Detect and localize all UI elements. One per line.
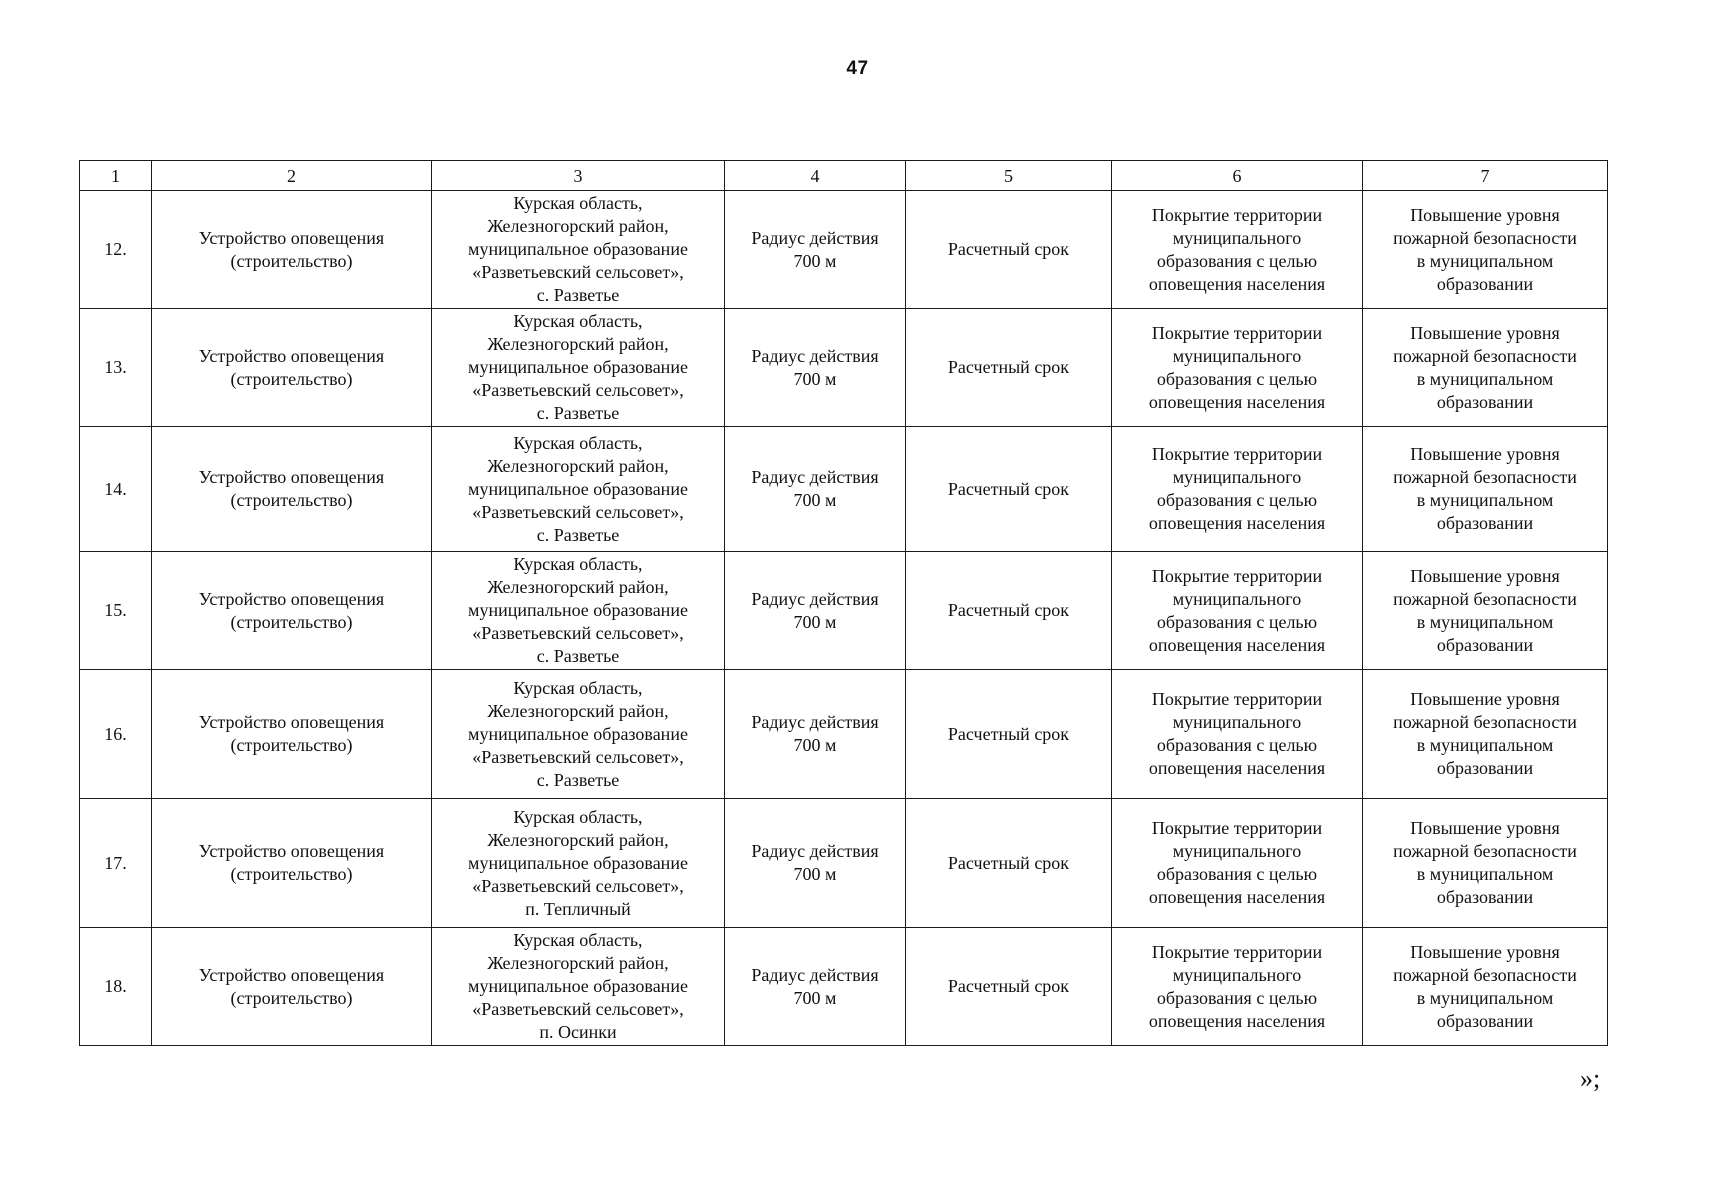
parameters-cell <box>725 552 906 670</box>
measure-name-cell <box>152 427 432 552</box>
purpose-cell-line: Покрытие территории <box>1151 941 1323 962</box>
purpose-cell-line: муниципального <box>1172 345 1302 366</box>
purpose-cell-line: Покрытие территории <box>1151 565 1323 586</box>
measure-name-cell-line: Устройство оповещения <box>198 227 385 248</box>
purpose-cell <box>1112 309 1363 427</box>
result-cell <box>1363 799 1608 928</box>
result-cell-line: образовании <box>1436 1010 1534 1031</box>
header-col-4: 4 <box>725 161 906 191</box>
result-cell <box>1363 427 1608 552</box>
measure-name-cell-line: Устройство оповещения <box>198 588 385 609</box>
row-number-cell: 16. <box>80 670 152 799</box>
purpose-cell-line: Покрытие территории <box>1151 689 1323 709</box>
page-number: 47 <box>846 58 869 79</box>
measure-name-cell-line: (строительство) <box>230 987 353 1008</box>
result-cell-line: в муниципальном <box>1416 368 1554 389</box>
term-cell: Расчетный срок <box>906 928 1112 1046</box>
parameters-cell-line: Радиус действия <box>751 467 879 487</box>
purpose-cell-line: образования с целью <box>1156 368 1318 389</box>
location-cell-line: муниципальное образование <box>468 478 688 499</box>
location-cell-line: «Разветьевский сельсовет», <box>472 623 684 643</box>
location-cell-line: Железногорский район, <box>487 455 669 476</box>
result-cell-line: в муниципальном <box>1416 250 1554 271</box>
location-cell <box>432 552 725 670</box>
result-cell-line: в муниципальном <box>1416 864 1554 884</box>
result-cell-line: в муниципальном <box>1416 735 1554 755</box>
parameters-cell-line: Радиус действия <box>751 227 879 248</box>
parameters-cell-line: Радиус действия <box>751 964 879 985</box>
location-cell-line: Курская область, <box>513 193 643 213</box>
measure-name-cell-line: (строительство) <box>230 368 353 389</box>
measure-name-cell-line: (строительство) <box>230 735 353 755</box>
location-cell <box>432 799 725 928</box>
location-cell-line: с. Разветье <box>536 646 620 666</box>
result-cell-line: пожарной безопасности <box>1393 588 1577 609</box>
parameters-cell-line: Радиус действия <box>751 345 879 366</box>
location-cell-line: муниципальное образование <box>468 976 688 996</box>
location-cell-line: п. Тепличный <box>525 898 631 919</box>
measure-name-cell-line: Устройство оповещения <box>198 712 385 732</box>
purpose-cell-line: оповещения населения <box>1148 391 1326 412</box>
purpose-cell-line: муниципального <box>1172 964 1302 985</box>
purpose-cell <box>1112 928 1363 1046</box>
parameters-cell <box>725 670 906 799</box>
parameters-cell <box>725 427 906 552</box>
location-cell-line: муниципальное образование <box>468 852 688 873</box>
result-cell-line: Повышение уровня <box>1410 818 1560 838</box>
header-col-3: 3 <box>432 161 725 191</box>
measure-name-cell-line: (строительство) <box>230 250 353 271</box>
term-cell: Расчетный срок <box>906 191 1112 309</box>
parameters-cell <box>725 799 906 928</box>
purpose-cell <box>1112 427 1363 552</box>
measure-name-cell-line: (строительство) <box>230 611 353 632</box>
parameters-cell-line: 700 м <box>793 611 837 632</box>
purpose-cell-line: оповещения населения <box>1148 513 1326 533</box>
row-number-cell: 12. <box>80 191 152 309</box>
location-cell-line: Курская область, <box>513 311 643 331</box>
location-cell-line: «Разветьевский сельсовет», <box>472 875 684 896</box>
purpose-cell-line: муниципального <box>1172 841 1302 861</box>
location-cell-line: муниципальное образование <box>468 723 688 744</box>
term-cell: Расчетный срок <box>906 799 1112 928</box>
result-cell-line: пожарной безопасности <box>1393 227 1577 248</box>
result-cell <box>1363 928 1608 1046</box>
location-cell-line: Железногорский район, <box>487 829 669 850</box>
location-cell <box>432 191 725 309</box>
result-cell-line: пожарной безопасности <box>1393 712 1577 732</box>
header-col-1: 1 <box>80 161 152 191</box>
parameters-cell-line: Радиус действия <box>751 588 879 609</box>
table-row <box>80 928 1608 1046</box>
table-row <box>80 799 1608 928</box>
header-col-6: 6 <box>1112 161 1363 191</box>
purpose-cell-line: Покрытие территории <box>1151 444 1323 464</box>
location-cell-line: муниципальное образование <box>468 600 688 620</box>
result-cell <box>1363 191 1608 309</box>
location-cell-line: с. Разветье <box>536 285 620 305</box>
location-cell-line: «Разветьевский сельсовет», <box>472 262 684 282</box>
row-number-cell: 14. <box>80 427 152 552</box>
purpose-cell-line: образования с целью <box>1156 490 1318 510</box>
measure-name-cell <box>152 928 432 1046</box>
location-cell-line: Железногорский район, <box>487 577 669 597</box>
location-cell-line: п. Осинки <box>539 1022 617 1042</box>
row-number-cell: 15. <box>80 552 152 670</box>
purpose-cell-line: оповещения населения <box>1148 1010 1326 1031</box>
purpose-cell-line: оповещения населения <box>1148 887 1326 907</box>
location-cell <box>432 309 725 427</box>
location-cell-line: Курская область, <box>513 930 643 950</box>
parameters-cell-line: 700 м <box>793 735 837 755</box>
result-cell-line: Повышение уровня <box>1410 444 1560 464</box>
location-cell-line: Курская область, <box>513 432 643 453</box>
result-cell-line: пожарной безопасности <box>1393 467 1577 487</box>
measure-name-cell <box>152 799 432 928</box>
purpose-cell-line: муниципального <box>1172 588 1302 609</box>
purpose-cell-line: образования с целью <box>1156 250 1318 271</box>
location-cell-line: с. Разветье <box>536 769 620 790</box>
table-row <box>80 670 1608 799</box>
result-cell-line: Повышение уровня <box>1410 322 1560 343</box>
purpose-cell-line: муниципального <box>1172 712 1302 732</box>
row-number-cell: 18. <box>80 928 152 1046</box>
header-row <box>80 161 1608 191</box>
parameters-cell-line: 700 м <box>793 987 837 1008</box>
row-number-cell: 13. <box>80 309 152 427</box>
result-cell-line: пожарной безопасности <box>1393 345 1577 366</box>
purpose-cell-line: оповещения населения <box>1148 634 1326 655</box>
term-cell: Расчетный срок <box>906 552 1112 670</box>
purpose-cell-line: образования с целью <box>1156 864 1318 884</box>
parameters-cell <box>725 928 906 1046</box>
location-cell <box>432 427 725 552</box>
table-row <box>80 427 1608 552</box>
purpose-cell-line: Покрытие территории <box>1151 322 1323 343</box>
purpose-cell-line: образования с целью <box>1156 735 1318 755</box>
result-cell-line: образовании <box>1436 273 1534 294</box>
parameters-cell <box>725 191 906 309</box>
measure-name-cell-line: (строительство) <box>230 864 353 884</box>
result-cell-line: пожарной безопасности <box>1393 841 1577 861</box>
table-row <box>80 309 1608 427</box>
purpose-cell-line: муниципального <box>1172 227 1302 248</box>
header-col-2: 2 <box>152 161 432 191</box>
measure-name-cell <box>152 309 432 427</box>
table-body <box>80 191 1608 1046</box>
parameters-cell-line: 700 м <box>793 250 837 271</box>
result-cell-line: Повышение уровня <box>1410 204 1560 225</box>
location-cell-line: муниципальное образование <box>468 357 688 377</box>
measure-name-cell <box>152 552 432 670</box>
location-cell-line: с. Разветье <box>536 403 620 423</box>
purpose-cell-line: оповещения населения <box>1148 273 1326 294</box>
result-cell-line: Повышение уровня <box>1410 689 1560 709</box>
location-cell-line: Железногорский район, <box>487 700 669 721</box>
result-cell-line: образовании <box>1436 391 1534 412</box>
term-cell: Расчетный срок <box>906 427 1112 552</box>
measure-name-cell <box>152 191 432 309</box>
purpose-cell-line: Покрытие территории <box>1151 204 1323 225</box>
location-cell-line: с. Разветье <box>536 524 620 545</box>
purpose-cell-line: образования с целью <box>1156 987 1318 1008</box>
header-col-7: 7 <box>1363 161 1608 191</box>
parameters-cell <box>725 309 906 427</box>
result-cell-line: пожарной безопасности <box>1393 964 1577 985</box>
result-cell-line: в муниципальном <box>1416 490 1554 510</box>
purpose-cell-line: муниципального <box>1172 467 1302 487</box>
parameters-cell-line: 700 м <box>793 490 837 510</box>
table-row <box>80 191 1608 309</box>
result-cell-line: образовании <box>1436 513 1534 533</box>
row-number-cell: 17. <box>80 799 152 928</box>
location-cell-line: Курская область, <box>513 677 643 698</box>
result-cell <box>1363 670 1608 799</box>
result-cell-line: образовании <box>1436 634 1534 655</box>
measure-name-cell-line: Устройство оповещения <box>198 345 385 366</box>
location-cell-line: Железногорский район, <box>487 216 669 236</box>
location-cell-line: Железногорский район, <box>487 953 669 973</box>
purpose-cell-line: оповещения населения <box>1148 758 1326 778</box>
purpose-cell <box>1112 191 1363 309</box>
purpose-cell <box>1112 670 1363 799</box>
result-cell-line: Повышение уровня <box>1410 941 1560 962</box>
measure-name-cell-line: Устройство оповещения <box>198 467 385 487</box>
parameters-cell-line: Радиус действия <box>751 712 879 732</box>
parameters-cell-line: 700 м <box>793 368 837 389</box>
purpose-cell <box>1112 799 1363 928</box>
location-cell-line: «Разветьевский сельсовет», <box>472 380 684 400</box>
measure-name-cell-line: (строительство) <box>230 490 353 510</box>
measure-name-cell-line: Устройство оповещения <box>198 841 385 861</box>
result-cell-line: в муниципальном <box>1416 611 1554 632</box>
header-col-5: 5 <box>906 161 1112 191</box>
purpose-cell-line: образования с целью <box>1156 611 1318 632</box>
location-cell-line: Курская область, <box>513 554 643 574</box>
location-cell <box>432 928 725 1046</box>
term-cell: Расчетный срок <box>906 309 1112 427</box>
result-cell-line: Повышение уровня <box>1410 565 1560 586</box>
location-cell <box>432 670 725 799</box>
purpose-cell-line: Покрытие территории <box>1151 818 1323 838</box>
measures-table <box>79 160 1608 1046</box>
location-cell-line: муниципальное образование <box>468 239 688 259</box>
parameters-cell-line: 700 м <box>793 864 837 884</box>
table-row <box>80 552 1608 670</box>
result-cell-line: образовании <box>1436 758 1534 778</box>
location-cell-line: «Разветьевский сельсовет», <box>472 746 684 767</box>
measure-name-cell <box>152 670 432 799</box>
result-cell-line: в муниципальном <box>1416 987 1554 1008</box>
parameters-cell-line: Радиус действия <box>751 841 879 861</box>
location-cell-line: «Разветьевский сельсовет», <box>472 501 684 522</box>
purpose-cell <box>1112 552 1363 670</box>
measure-name-cell-line: Устройство оповещения <box>198 964 385 985</box>
result-cell <box>1363 309 1608 427</box>
closing-quote-mark: »; <box>1580 1064 1601 1093</box>
term-cell: Расчетный срок <box>906 670 1112 799</box>
location-cell-line: «Разветьевский сельсовет», <box>472 999 684 1019</box>
location-cell-line: Курская область, <box>513 806 643 827</box>
location-cell-line: Железногорский район, <box>487 334 669 354</box>
result-cell-line: образовании <box>1436 887 1534 907</box>
result-cell <box>1363 552 1608 670</box>
